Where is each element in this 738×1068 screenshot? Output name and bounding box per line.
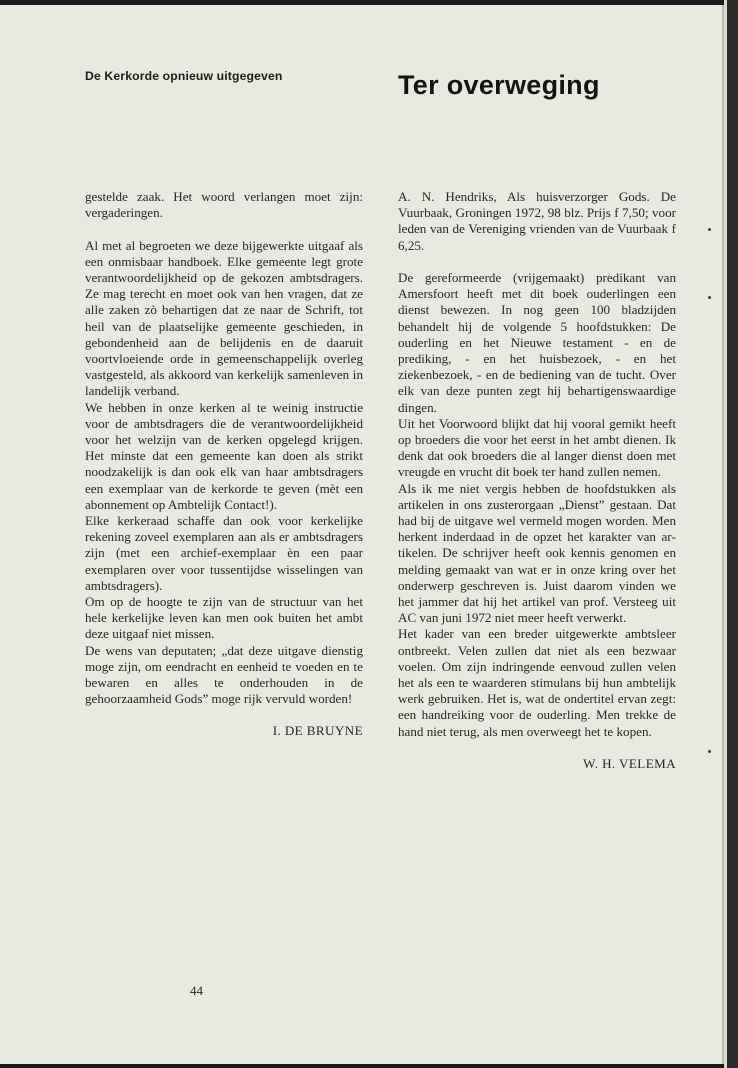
paragraph: Elke kerkeraad schaffe dan ook voor kerkelijke rekening zoveel exemplaren aan als er ambtsdragers zijn (met een archief-exemplaar èn een paar exemplaren over voor tussentijdse wisselingen van ambtsdragers). [85, 513, 363, 593]
paragraph: Om op de hoogte te zijn van de structuur van het hele kerkelijke leven kan men ook buiten het ambt deze uitgaaf niet missen. [85, 594, 363, 642]
author-signature: W. H. VELEMA [583, 755, 676, 771]
margin-mark [708, 228, 711, 231]
right-column [398, 189, 676, 772]
book-reference: A. N. Hendriks, Als huisverzorger Gods. De Vuurbaak, Groningen 1972, 98 blz. Prijs f 7,50; voor leden van de Vereniging vrienden van de Vuurbaak f 6,25. [398, 189, 676, 253]
paragraph: De wens van deputaten; „dat deze uitgave dienstig moge zijn, om eendracht en eenheid te voeden en te bewaren en alles te onderhouden in de gehoorzaamheid Gods” moge rijk vervuld worden! [85, 642, 363, 707]
paragraph: Al met al begroeten we deze bijgewerkte uitgaaf als een onmisbaar handboek. Elke gemeente legt grote verantwoordelijkheid op de gekozen ambtsdragers. Ze mag terecht en moet ook van hen vragen, dat ze alle zaken zò behartigen dat ze naar de Schrift, tot heil van de plaatselijke gemeente geschieden, in gebondenheid aan de belijdenis en de daaruit voortvloeiende orde in gemeenschappelijk overleg vastgesteld, als akkoord van kerkelijk samenleven in landelijk verband. [85, 237, 363, 399]
scan-edge-top [0, 0, 738, 5]
paragraph: Als ik me niet vergis hebben de hoofdstukken als artikelen in ons zusterorgaan „Dienst” gestaan. Dat had bij de uitgave wel vermeld mogen worden. Men herkent inderdaad in de opzet het karakter van artikelen. De schrijver heeft ook kennis genomen en melding gemaakt van wat er in onze kring over het onderwerp geschreven is. Juist daarom vinden we het jammer dat hij het artikel van prof. Versteeg uit AC van juni 1972 niet meer heeft verwerkt. [398, 480, 676, 626]
author-signature: I. DE BRUYNE [272, 723, 363, 739]
margin-mark [708, 750, 711, 753]
running-head: De Kerkorde opnieuw uitgegeven [85, 69, 283, 83]
section-title: Ter overweging [398, 70, 600, 100]
scan-edge-right [724, 0, 738, 1068]
left-column [85, 189, 363, 740]
paragraph: Het kader van een breder uitgewerkte ambtsleer ontbreekt. Velen zullen dat niet als een bezwaar voelen. Om zijn indringende eenvoud zullen velen het als een te waarderen stimulans bij hun ambtelijk werk gebruiken. Het is, wat de ondertitel ervan zegt: een handreiking voor de ouderling. Men trekke de hand niet terug, als men overweegt het te kopen. [398, 626, 676, 739]
paragraph: gestelde zaak. Het woord verlangen moet zijn: vergaderingen. [85, 189, 363, 221]
margin-mark [708, 296, 711, 299]
paragraph: We hebben in onze kerken al te weinig instructie voor de ambtsdragers die de verantwoordelijkheid voor het welzijn van de kerken opgelegd krijgen. Het minste dat een gemeente kan doen als strikt noodzakelijk is dan ook elk van haar ambtsdragers een exemplaar van de kerkorde te geven (mèt een abonnement op Ambtelijk Contact!). [85, 399, 363, 512]
paragraph: De gereformeerde (vrijgemaakt) predikant van Amersfoort heeft met dit boek ouderlingen een dienst bewezen. In nog geen 100 bladzijden behandelt hij de volgende 5 hoofdstukken: De ouderling en het Nieuwe testament - en de prediking, - en het huisbezoek, - en het ziekenbezoek, - en de bediening van de tucht. Over elk van deze punten zegt hij behartigenswaardige dingen. [398, 270, 676, 415]
page-number: 44 [190, 983, 203, 998]
paragraph: Uit het Voorwoord blijkt dat hij vooral gemikt heeft op broeders die voor het eerst in het ambt dienen. Ik denk dat ook broeders die al langer dienst doen met vreugde en vrucht dit boek ter hand zullen nemen. [398, 415, 676, 480]
